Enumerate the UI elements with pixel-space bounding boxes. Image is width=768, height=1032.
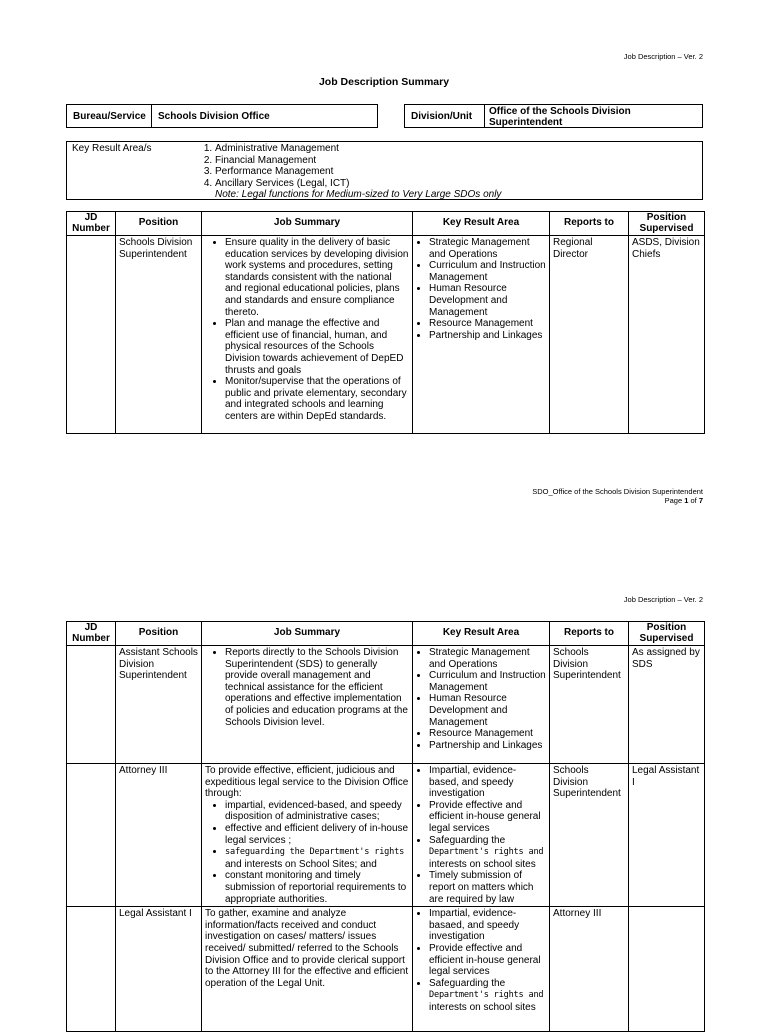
kra-item: • Safeguarding the Department's rights and interests on school sites [429, 978, 546, 1014]
job-summary-cell [202, 907, 413, 1032]
col-position: Position [116, 622, 202, 646]
kra-item: • Resource Management [429, 728, 546, 740]
kra-item: 4. Ancillary Services (Legal, ICT) [215, 178, 691, 190]
kra-item: • Partnership and Linkages [429, 330, 546, 342]
col-reports-to: Reports to [550, 212, 629, 236]
table-row [67, 236, 705, 434]
kra-item: 1. Administrative Management [215, 143, 691, 155]
summary-item: • constant monitoring and timely submission of reportorial requirements to appropriate authorities. [225, 870, 409, 905]
table-header-row [67, 212, 705, 236]
job-table-page2 [66, 621, 705, 1032]
jd-number-cell [67, 907, 116, 1032]
page2-header-version: Job Description – Ver. 2 [623, 595, 703, 604]
kra-item: • Impartial, evidence-based, and speedy investigation [429, 765, 546, 800]
supervised-cell: Legal Assistant I [629, 764, 705, 907]
kra-item: 2. Financial Management [215, 155, 691, 167]
kra-item: • Safeguarding the Department's rights and interests on school sites [429, 835, 546, 871]
kra-item: • Curriculum and Instruction Management [429, 260, 546, 283]
kra-item: • Strategic Management and Operations [429, 237, 546, 260]
reports-to-cell: Regional Director [550, 236, 629, 434]
kra-item: • Human Resource Development and Management [429, 693, 546, 728]
job-summary-cell [202, 764, 413, 907]
kra-label: Key Result Area/s [72, 143, 152, 154]
col-position-supervised: Position Supervised [629, 212, 705, 236]
kra-item: • Strategic Management and Operations [429, 647, 546, 670]
kra-cell [413, 907, 550, 1032]
supervised-cell [629, 907, 705, 1032]
job-summary-cell [202, 236, 413, 434]
summary-item: • Monitor/supervise that the operations of public and private elementary, secondary and integrated schools and learning centers are within DepEd standards. [225, 376, 409, 422]
kra-cell [413, 764, 550, 907]
summary-item: • safeguarding the Department's rights and interests on School Sites; and [225, 846, 409, 870]
summary-item: • Ensure quality in the delivery of basic education services by developing division work systems and procedures, setting standards consistent with the national and regional educational policies, plans and standards and ensure compliance thereto. [225, 237, 409, 318]
bureau-label: Bureau/Service [73, 111, 146, 122]
col-key-result-area: Key Result Area [413, 622, 550, 646]
col-jd-number: JD Number [67, 622, 116, 646]
division-value: Office of the Schools Division Superintendent [489, 106, 631, 128]
col-jd-number: JD Number [67, 212, 116, 236]
summary-item: • Plan and manage the effective and efficient use of financial, human, and physical resources of the Schools Division towards achievement of DepED thrusts and goals [225, 318, 409, 376]
summary-item: • effective and efficient delivery of in-house legal services ; [225, 823, 409, 846]
footer-office: SDO_Office of the Schools Division Superintendent [532, 487, 703, 496]
kra-item: • Impartial, evidence-basaed, and speedy investigation [429, 908, 546, 943]
col-job-summary: Job Summary [202, 212, 413, 236]
kra-item: • Timely submission of report on matters which are required by law [429, 870, 546, 905]
division-label: Division/Unit [411, 111, 473, 122]
col-key-result-area: Key Result Area [413, 212, 550, 236]
kra-item: • Provide effective and efficient in-house general legal services [429, 800, 546, 835]
bureau-value: Schools Division Office [158, 111, 270, 122]
footer-page-number: Page 1 of 7 [664, 496, 703, 505]
position-cell: Attorney III [116, 764, 202, 907]
position-cell: Assistant Schools Division Superintendent [116, 646, 202, 764]
summary-item: • Reports directly to the Schools Division Superintendent (SDS) to generally provide overall management and technical assistance for the efficient operations and effective implementation of policies and education programs at the Schools Division level. [225, 647, 409, 728]
job-table-page1 [66, 211, 705, 434]
jd-number-cell [67, 646, 116, 764]
kra-list [195, 141, 695, 203]
summary-intro: To provide effective, efficient, judicious and expeditious legal service to the Division Office through: [205, 765, 409, 800]
kra-item: 3. Performance Management [215, 166, 691, 178]
reports-to-cell: Attorney III [550, 907, 629, 1032]
page1-header-version: Job Description – Ver. 2 [623, 52, 703, 61]
summary-item: • impartial, evidenced-based, and speedy disposition of administrative cases; [225, 800, 409, 823]
page-title: Job Description Summary [318, 76, 450, 88]
job-summary-cell [202, 646, 413, 764]
summary-intro: To gather, examine and analyze information/facts received and conduct investigation on cases/ matters/ issues received/ submitted/ referred to the Schools Division Office and to provide clerical support to the Attorney III for the effective and efficient operation of the Legal Unit. [205, 908, 409, 989]
division-unit-box [404, 104, 703, 128]
supervised-cell: As assigned by SDS [629, 646, 705, 764]
col-job-summary: Job Summary [202, 622, 413, 646]
jd-number-cell [67, 236, 116, 434]
bureau-service-box [66, 104, 378, 128]
supervised-cell: ASDS, Division Chiefs [629, 236, 705, 434]
col-reports-to: Reports to [550, 622, 629, 646]
kra-item: • Resource Management [429, 318, 546, 330]
page1-footer [480, 487, 703, 505]
position-cell: Schools Division Superintendent [116, 236, 202, 434]
kra-item: • Partnership and Linkages [429, 740, 546, 752]
kra-cell [413, 646, 550, 764]
kra-note: Note: Legal functions for Medium-sized to Very Large SDOs only [215, 189, 502, 201]
reports-to-cell: Schools Division Superintendent [550, 646, 629, 764]
col-position-supervised: Position Supervised [629, 622, 705, 646]
key-result-areas-box [66, 141, 703, 200]
kra-item: • Human Resource Development and Management [429, 283, 546, 318]
table-row [67, 907, 705, 1032]
position-cell: Legal Assistant I [116, 907, 202, 1032]
kra-item: • Curriculum and Instruction Management [429, 670, 546, 693]
table-row [67, 646, 705, 764]
table-header-row [67, 622, 705, 646]
col-position: Position [116, 212, 202, 236]
reports-to-cell: Schools Division Superintendent [550, 764, 629, 907]
kra-item: • Provide effective and efficient in-house general legal services [429, 943, 546, 978]
kra-cell [413, 236, 550, 434]
jd-number-cell [67, 764, 116, 907]
table-row [67, 764, 705, 907]
